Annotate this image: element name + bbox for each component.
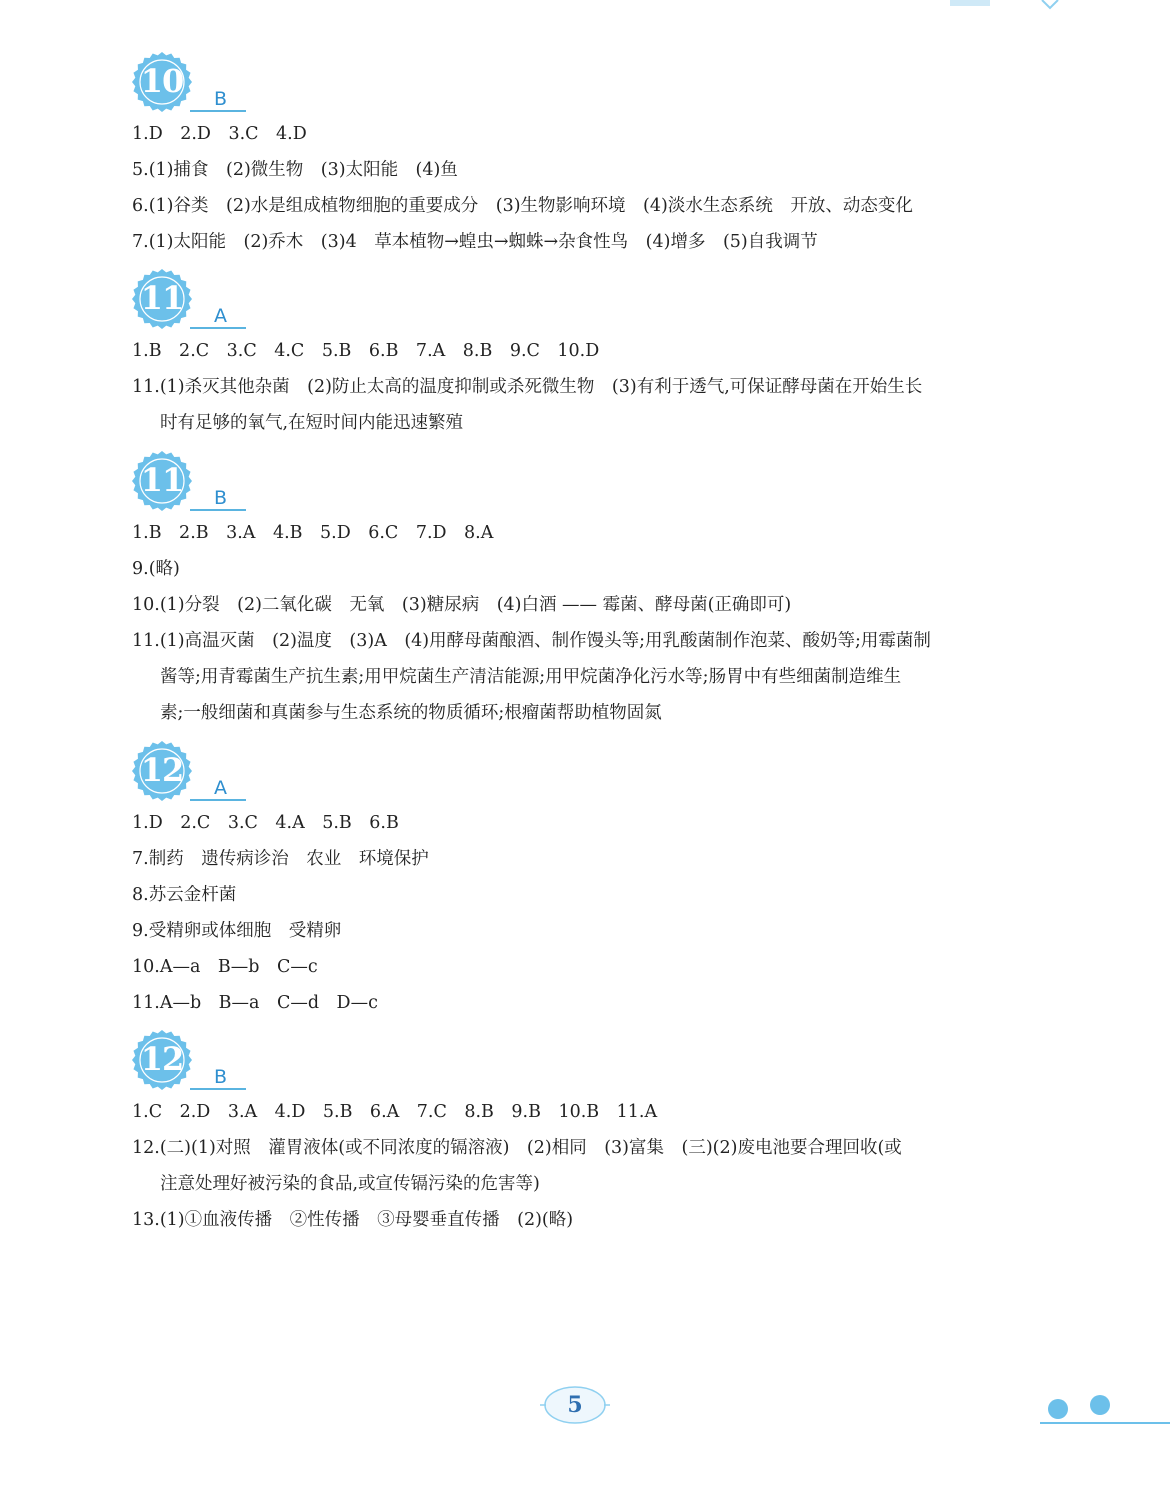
answer-line: 8.苏云金杆菌 [132,885,237,905]
answer-line: 10.A—a B—b C—c [132,957,318,977]
section-number-badge [132,52,192,112]
section-number: 12 [140,751,184,789]
section-number-badge [132,741,192,801]
answer-line: 1.B 2.B 3.A 4.B 5.D 6.C 7.D 8.A [132,523,494,543]
section-number: 11 [140,279,184,317]
answer-line: 酱等;用青霉菌生产抗生素;用甲烷菌生产清洁能源;用甲烷菌净化污水等;肠胃中有些细菌制造维生 [160,667,902,687]
section-number-badge [132,269,192,329]
section-number-badge [132,1030,192,1090]
section-number-badge [132,451,192,511]
page-number-badge [540,1385,610,1425]
answer-line: 13.(1)①血液传播 ②性传播 ③母婴垂直传播 (2)(略) [132,1210,574,1230]
answer-line: 11.A—b B—a C—d D—c [132,993,378,1013]
section-number: 11 [140,461,184,499]
section-number: 12 [140,1040,184,1078]
section-level-label [190,1064,246,1090]
page-number: 5 [567,1392,583,1418]
answer-line: 6.(1)谷类 (2)水是组成植物细胞的重要成分 (3)生物影响环境 (4)淡水生态系统 开放、动态变化 [132,196,913,216]
answer-line: 注意处理好被污染的食品,或宣传镉污染的危害等) [160,1174,540,1194]
answer-line: 1.C 2.D 3.A 4.D 5.B 6.A 7.C 8.B 9.B 10.B 11.A [132,1102,658,1122]
section-level: A [214,305,227,327]
answer-line: 1.D 2.C 3.C 4.A 5.B 6.B [132,813,399,833]
answer-line: 1.D 2.D 3.C 4.D [132,124,307,144]
answer-line: 1.B 2.C 3.C 4.C 5.B 6.B 7.A 8.B 9.C 10.D [132,341,600,361]
section-level-label [190,485,246,511]
answer-line: 时有足够的氧气,在短时间内能迅速繁殖 [160,413,464,433]
answer-line: 9.(略) [132,559,180,579]
section-level: B [214,487,228,509]
corner-decoration [1040,1395,1170,1425]
answer-line: 7.制药 遗传病诊治 农业 环境保护 [132,849,429,869]
answer-line: 9.受精卵或体细胞 受精卵 [132,921,342,941]
section-level: B [214,1066,228,1088]
section-number: 10 [140,62,184,100]
answer-line: 7.(1)太阳能 (2)乔木 (3)4 草本植物→蝗虫→蜘蛛→杂食性鸟 (4)增多 (5)自我调节 [132,232,818,252]
answer-line: 11.(1)杀灭其他杂菌 (2)防止太高的温度抑制或杀死微生物 (3)有利于透气,可保证酵母菌在开始生长 [132,377,923,397]
answer-line: 素;一般细菌和真菌参与生态系统的物质循环;根瘤菌帮助植物固氮 [160,703,662,723]
section-level-label [190,303,246,329]
section-level: B [214,88,228,110]
answer-line: 12.(二)(1)对照 灌胃液体(或不同浓度的镉溶液) (2)相同 (3)富集 (三)(2)废电池要合理回收(或 [132,1138,902,1158]
section-level-label [190,86,246,112]
section-level-label [190,775,246,801]
section-level: A [214,777,227,799]
answer-line: 10.(1)分裂 (2)二氧化碳 无氧 (3)糖尿病 (4)白酒 —— 霉菌、酵母菌(正确即可) [132,595,792,615]
header-decoration [950,0,1120,14]
answer-line: 5.(1)捕食 (2)微生物 (3)太阳能 (4)鱼 [132,160,458,180]
answer-line: 11.(1)高温灭菌 (2)温度 (3)A (4)用酵母菌酿酒、制作馒头等;用乳酸菌制作泡菜、酸奶等;用霉菌制 [132,631,931,651]
